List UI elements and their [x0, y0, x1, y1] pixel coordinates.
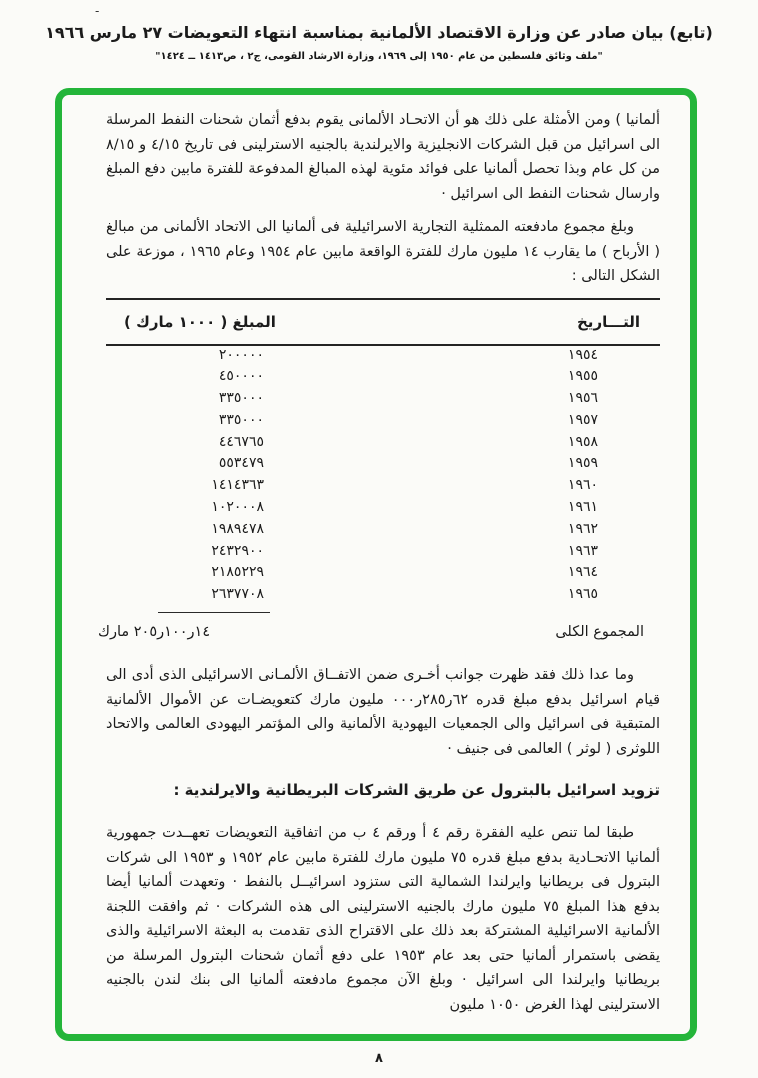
total-value: ١٤ر١٠٠ر٢٠٥ مارك: [98, 624, 211, 641]
year-cell: ١٩٥٥: [567, 368, 598, 385]
table-row: [106, 476, 660, 498]
table-row: [106, 346, 660, 368]
page-number: ٨: [375, 1051, 383, 1066]
amount-cell: ١٠٢٠٠٠٨: [211, 499, 264, 516]
year-cell: ١٩٥٩: [567, 455, 598, 472]
year-cell: ١٩٦٢: [567, 520, 598, 537]
amount-cell: ٢١٨٥٢٢٩: [211, 564, 264, 581]
table-row: [106, 585, 660, 607]
table-row: [106, 433, 660, 455]
document-source-citation: "ملف وثائق فلسطين من عام ١٩٥٠ إلى ١٩٦٩، وزارة الارشاد القومى، ج٢ ، ص١٤١٣ ــ ١٤٢٤": [155, 51, 603, 62]
table-row: [106, 542, 660, 564]
year-cell: ١٩٥٧: [567, 411, 598, 428]
year-cell: ١٩٦٥: [567, 586, 598, 603]
column-header-date: التـــاريخ: [577, 312, 640, 331]
amount-cell: ٢٠٠٠٠٠: [218, 346, 264, 363]
table-row: [106, 389, 660, 411]
year-cell: ١٩٥٦: [567, 390, 598, 407]
highlight-frame: [55, 88, 697, 1041]
total-label: المجموع الكلى: [555, 624, 644, 641]
paragraph-petrol-agreement: طبقا لما تنص عليه الفقرة رقم ٤ أ ورقم ٤ ب من اتفاقية التعويضات تعهــدت جمهورية ألمانيا الاتحـادية بدفع مبلغ قدره ٧٥ مليون مارك للفترة مابين عام ١٩٥٢ و ١٩٥٣ الى شركات البترول فى بريطانيا وايرلندا الشمالية التى ستزود اسرائيــل بالنفط · وتعهدت ألمانيا أيضا بدفع هذا المبلغ ٧٥ مليون مارك بالجنيه الاسترلينى الى هذه الشركات · ثم وافقت اللجنة الألمانية الاسرائيلية المشتركة بعد ذلك على الاقتراح الذى تقدمت به البعثة الاسرائيلية والذى يقضى باستمرار ألمانيا حتى بعد عام ١٩٥٣ على دفع أثمان شحنات البترول المرسلة من بريطانيا وايرلندا الى اسرائيل · وبلغ الآن مجموع مادفعته ألمانيا الى بنك لندن بالجنيه الاسترلينى لهذا الغرض ١٠٥٠ مليون: [106, 825, 661, 1013]
document-title: (تابع) بيان صادر عن وزارة الاقتصاد الألمانية بمناسبة انتهاء التعويضات ٢٧ مارس ١٩٦٦: [45, 23, 713, 42]
table-row: [106, 498, 660, 520]
amount-cell: ٢٦٣٧٧٠٨: [211, 586, 264, 603]
table-row: [106, 411, 660, 433]
table-body: [106, 346, 660, 608]
amount-cell: ٢٤٣٢٩٠٠: [211, 542, 264, 559]
amount-cell: ٥٥٣٤٧٩: [218, 455, 264, 472]
year-cell: ١٩٦٣: [567, 542, 598, 559]
year-cell: ١٩٥٨: [567, 433, 598, 450]
paragraph-additional-compensations: وما عدا ذلك فقد ظهرت جوانب أخـرى ضمن الاتفــاق الألمـانى الاسرائيلى الذى أدى الى قيام اسرائيل بدفع مبلغ قدره ٦٢ر٢٨٥ر٠٠٠ مليون مارك كتعويضـات عن الأموال الألمانية المتبقية فى اسرائيل والى الجمعيات اليهودية الألمانية والى المؤتمر اليهودى العالمى والاتحاد اللوثرى ( لوثر ) العالمى فى جنيف ·: [106, 667, 660, 757]
year-cell: ١٩٦١: [567, 499, 598, 516]
paragraph-oil-shipment-payments: ألمانيا ) ومن الأمثلة على ذلك هو أن الاتحـاد الألمانى يقوم بدفع أثمان شحنات النفط المرسلة الى اسرائيل من قبل الشركات الانجليزية والايرلندية بالجنيه الاسترلينى فى تاريخ ٤/١٥ و ٨/١٥ من كل عام وبذا تحصل ألمانيا على فوائد مئوية لهذه المبالغ المدفوعة للفترة مابين دفع المبلغ وارسال شحنات النفط الى اسرائيل ·: [106, 112, 660, 202]
page-header: [0, 0, 758, 62]
amount-cell: ٤٥٠٠٠٠: [218, 368, 264, 385]
total-underline: [158, 612, 270, 613]
paragraph-trade-mission-profits: وبلغ مجموع مادفعته الممثلية التجارية الاسرائيلية فى ألمانيا الى الاتحاد الألمانى من مبالغ ( الأرباح ) ما يقارب ١٤ مليون مارك للفترة الواقعة مابين عام ١٩٥٤ وعام ١٩٦٥ ، موزعة على الشكل التالى :: [106, 219, 660, 284]
amount-cell: ٣٣٥٠٠٠: [218, 390, 264, 407]
amount-cell: ٤٤٦٧٦٥: [218, 433, 264, 450]
section-heading-petrol-supply: تزويد اسرائيل بالبترول عن طريق الشركات البريطانية والايرلندية :: [173, 781, 660, 800]
column-header-amount: المبلغ ( ١٠٠٠ مارك ): [124, 312, 276, 331]
table-row: [106, 454, 660, 476]
table-total-row: [98, 615, 660, 653]
amount-cell: ٣٣٥٠٠٠: [218, 411, 264, 428]
year-cell: ١٩٦٠: [567, 477, 598, 494]
table-row: [106, 520, 660, 542]
stray-scan-mark: -: [95, 4, 100, 18]
table-header-row: [106, 300, 660, 344]
year-cell: ١٩٦٤: [567, 564, 598, 581]
payments-table: [98, 298, 660, 654]
table-row: [106, 563, 660, 585]
year-cell: ١٩٥٤: [567, 346, 598, 363]
table-row: [106, 367, 660, 389]
amount-cell: ١٤١٤٣٦٣: [211, 477, 264, 494]
amount-cell: ١٩٨٩٤٧٨: [211, 520, 264, 537]
